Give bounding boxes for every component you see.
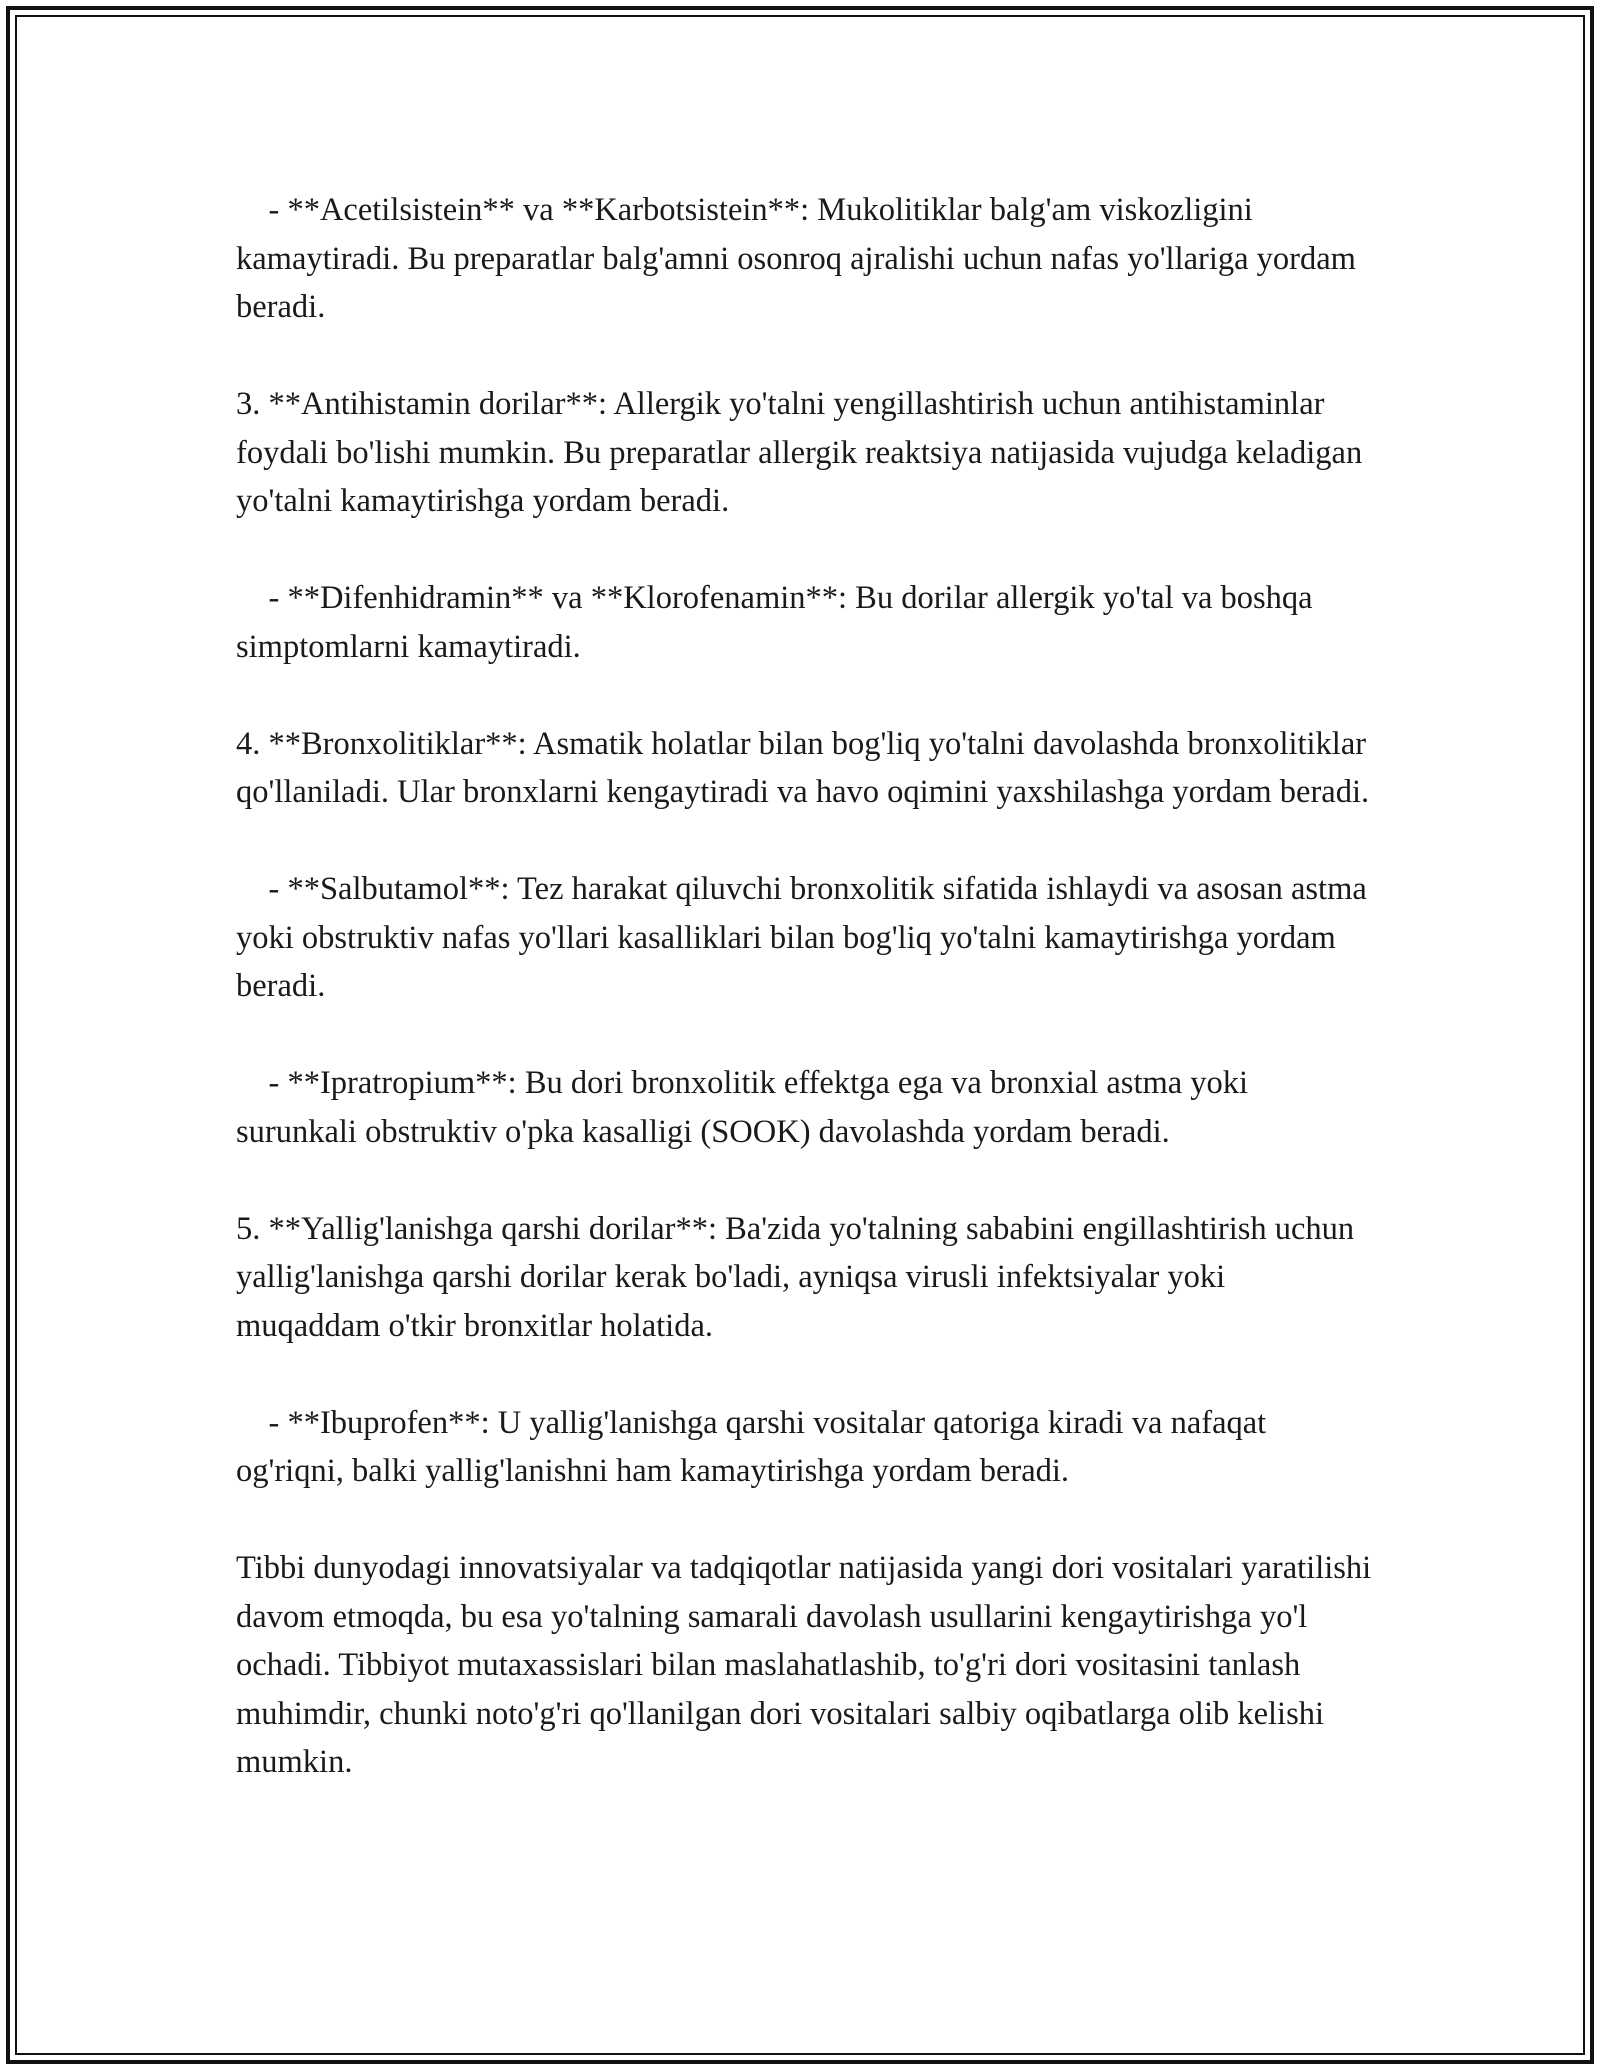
paragraph-salbutamol: - **Salbutamol**: Tez harakat qiluvchi bronxolitik sifatida ishlaydi va asosan astma yoki obstruktiv nafas yo'llari kasalliklari bilan bog'liq yo'talni kamaytirishga yordam beradi. — [236, 871, 1375, 1004]
paragraph-yalliglanishga-qarshi-dorilar: 5. **Yallig'lanishga qarshi dorilar**: Ba'zida yo'talning sababini engillashtirish uchun yallig'lanishga qarshi dorilar kerak bo'ladi, ayniqsa virusli infektsiyalar yoki muqaddam o'tkir bronxitlar holatida. — [236, 1210, 1363, 1344]
paragraph-bronxolitiklar: 4. **Bronxolitiklar**: Asmatik holatlar bilan bog'liq yo'talni davolashda bronxolitiklar qo'llaniladi. Ular bronxlarni kengaytiradi va havo oqimini yaxshilashga yordam beradi. — [236, 725, 1375, 810]
paragraph-ibuprofen: - **Ibuprofen**: U yallig'lanishga qarshi vositalar qatoriga kiradi va nafaqat og'riqni, balki yallig'lanishni ham kamaytirishga yordam beradi. — [236, 1404, 1275, 1489]
paragraph-conclusion: Tibbi dunyodagi innovatsiyalar va tadqiqotlar natijasida yangi dori vositalari yaratilishi davom etmoqda, bu esa yo'talning samarali davolash usullarini kengaytirishga yo'l ochadi. Tibbiyot mutaxassislari bilan maslahatlashib, to'g'ri dori vositasini tanlash muhimdir, chunki noto'g'ri qo'llanilgan dori vositalari salbiy oqibatlarga olib kelishi mumkin. — [236, 1550, 1380, 1780]
document-body — [236, 186, 1380, 1787]
paragraph-acetilsistein-karbotsistein: - **Acetilsistein** va **Karbotsistein**: Mukolitiklar balg'am viskozligini kamaytiradi. Bu preparatlar balg'amni osonroq ajralishi uchun nafas yo'llariga yordam beradi. — [236, 192, 1365, 325]
paragraph-ipratropium: - **Ipratropium**: Bu dori bronxolitik effektga ega va bronxial astma yoki surunkali obstruktiv o'pka kasalligi (SOOK) davolashda yordam beradi. — [236, 1065, 1257, 1150]
paragraph-difenhidramin-klorofenamin: - **Difenhidramin** va **Klorofenamin**: Bu dorilar allergik yo'tal va boshqa simptomlarni kamaytiradi. — [236, 580, 1321, 665]
paragraph-antihistamin-dorilar: 3. **Antihistamin dorilar**: Allergik yo'talni yengillashtirish uchun antihistaminlar foydali bo'lishi mumkin. Bu preparatlar allergik reaktsiya natijasida vujudga keladigan yo'talni kamaytirishga yordam beradi. — [236, 386, 1371, 519]
